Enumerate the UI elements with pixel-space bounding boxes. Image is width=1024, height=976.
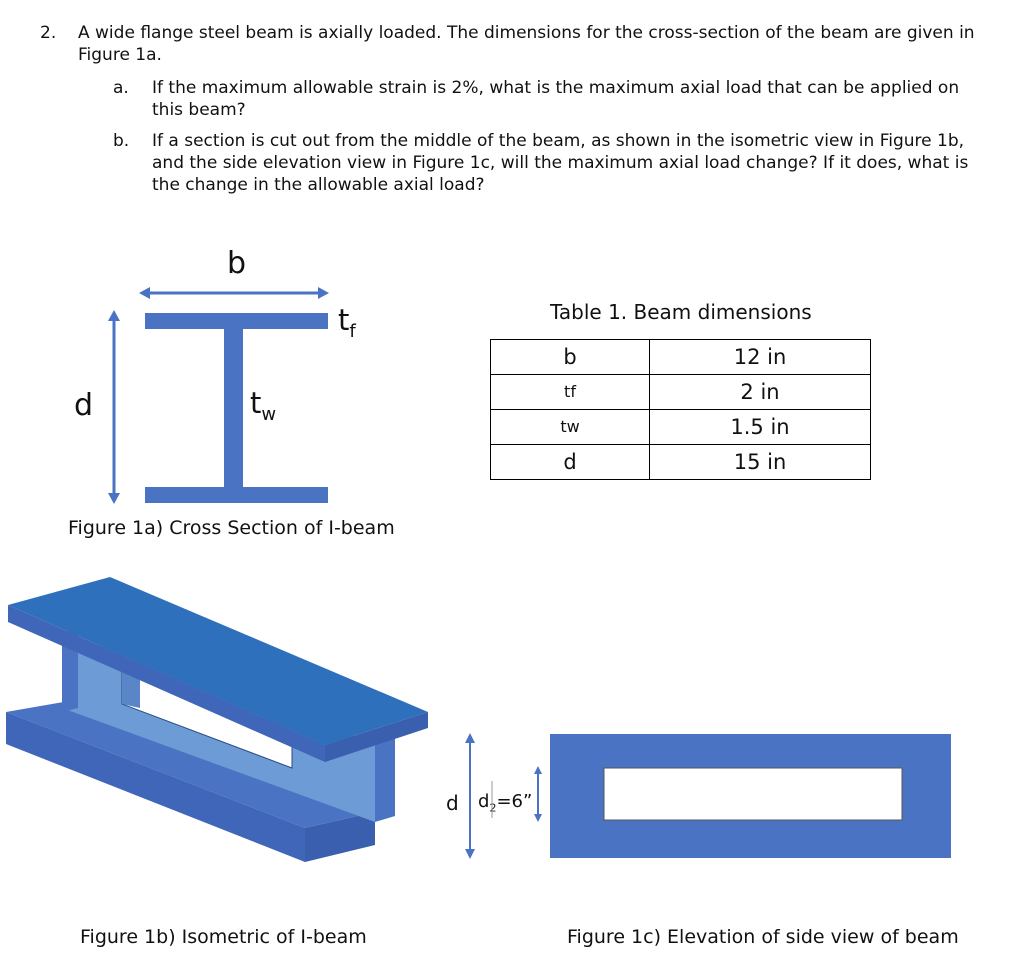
table-cell-value: 12 in [650, 340, 871, 375]
question-number: 2. [40, 23, 57, 43]
table-cell-value: 2 in [650, 375, 871, 410]
table-cell-value: 15 in [650, 445, 871, 480]
table-cell-value: 1.5 in [650, 410, 871, 445]
figure-1b-caption: Figure 1b) Isometric of I-beam [80, 926, 367, 948]
table-cell-key: d [491, 445, 650, 480]
label-b: b [227, 246, 247, 281]
table-cell-key: tf [491, 375, 650, 410]
label-1c-d: d [446, 791, 459, 815]
label-tw-sub: w [261, 403, 277, 425]
question-text: A wide flange steel beam is axially loaded. The dimensions for the cross-section of the beam are given in Figure 1a. [78, 23, 975, 65]
part-b-text: If a section is cut out from the middle of the beam, as shown in the isometric view in Figure 1b, and the side elevation view in Figure 1c, will the maximum axial load change? If it does, what is the change in the allowable axial load? [152, 131, 969, 195]
label-tf-sub: f [349, 320, 356, 342]
label-d2-value: =6” [496, 791, 533, 812]
table-cell-key: tw [491, 410, 650, 445]
figure-1c-caption: Figure 1c) Elevation of side view of beam [567, 926, 959, 948]
part-b-letter: b. [113, 131, 130, 151]
table-cell-key: b [491, 340, 650, 375]
label-tw-main: t [250, 386, 262, 420]
label-tf-main: t [338, 303, 350, 337]
label-d: d [74, 388, 94, 423]
table-title: Table 1. Beam dimensions [550, 300, 812, 324]
part-a-letter: a. [113, 78, 129, 98]
figure-1a-caption: Figure 1a) Cross Section of I-beam [68, 517, 395, 539]
label-d2-sub: 2 [489, 801, 497, 815]
label-d2-main: d [478, 791, 490, 812]
part-a-text: If the maximum allowable strain is 2%, what is the maximum axial load that can be applied on this beam? [152, 78, 960, 120]
